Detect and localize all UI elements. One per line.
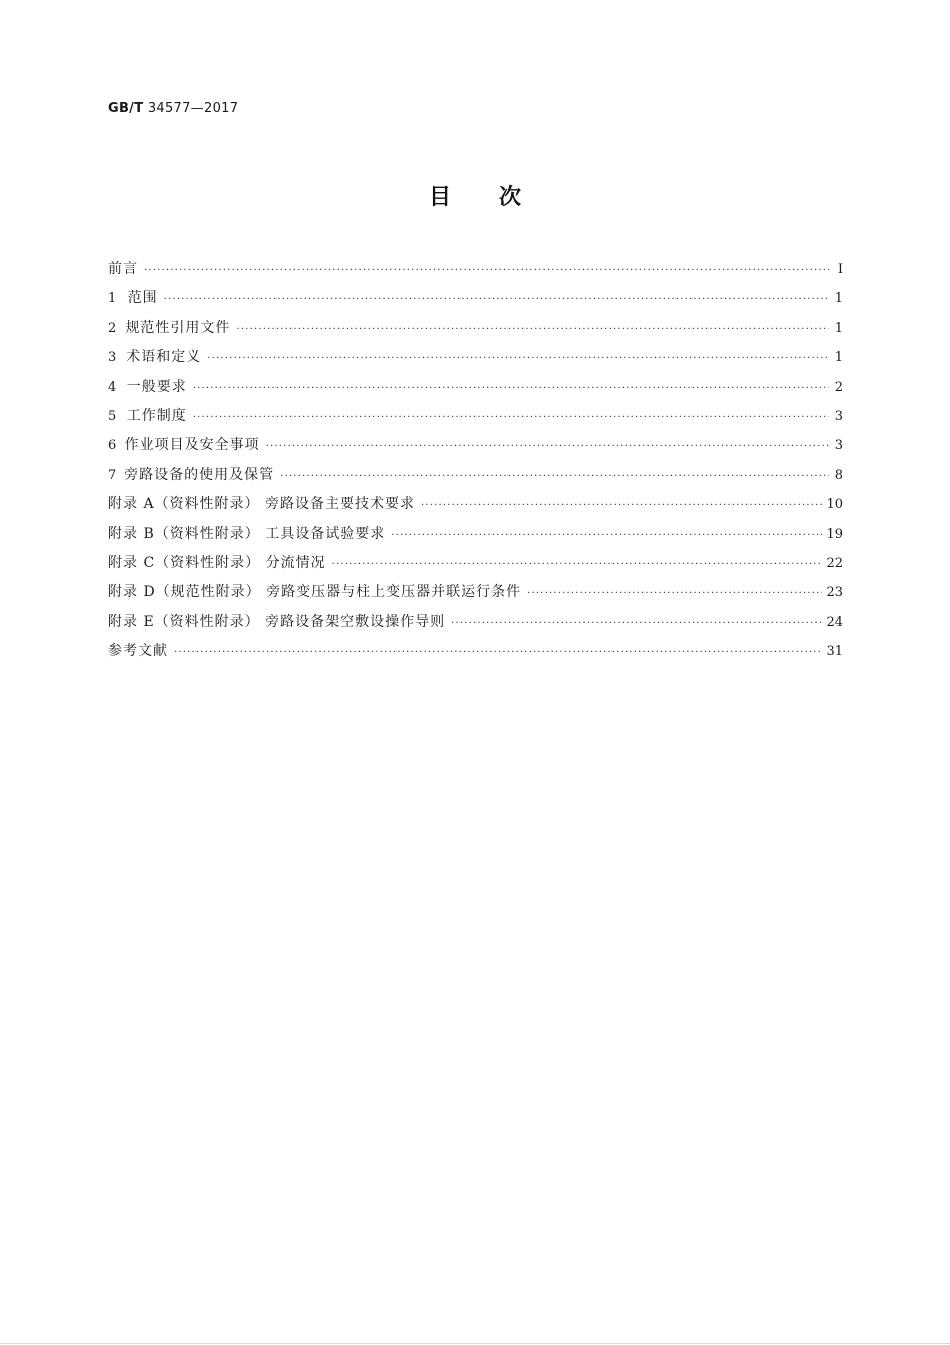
toc-entry-page: 3 [834,408,843,424]
toc-entry[interactable] [108,258,843,287]
toc-entry-number: 5 [108,408,117,424]
toc-entry-page: 1 [834,291,843,307]
toc-leader-dots [527,588,822,599]
toc-entry[interactable] [108,581,843,610]
toc-entry-page: 23 [826,585,843,601]
toc-entry-page: 24 [826,614,843,630]
toc-entry-number: 3 [108,350,117,366]
toc-leader-dots [236,324,829,335]
toc-leader-dots [332,559,823,570]
toc-entry-page: Ⅰ [837,262,843,277]
toc-entry[interactable] [108,346,843,375]
toc-entry-number: 1 [108,291,117,307]
toc-entry-label: 规范性引用文件 [125,319,231,336]
toc-entry-number: 2 [108,320,117,336]
toc-entry[interactable] [108,611,843,640]
toc-entry-number: 4 [108,379,117,395]
standard-prefix: GB/T [108,101,144,116]
toc-leader-dots [193,412,829,423]
toc-entry[interactable] [108,640,843,669]
toc-leader-dots [280,471,829,482]
toc-entry[interactable] [108,317,843,346]
toc-entry-page: 2 [834,379,843,395]
toc-entry-page: 1 [834,320,843,336]
toc-entry[interactable] [108,287,843,316]
toc-entry-page: 22 [826,555,843,571]
toc-entry-number: 7 [108,467,117,483]
toc-entry-label: 附录 A（资料性附录） 旁路设备主要技术要求 [108,496,416,513]
page-title: 目次 [428,185,569,210]
toc-entry-page: 3 [834,438,843,454]
toc-entry[interactable] [108,434,843,463]
toc-entry-label: 参考文献 [108,643,168,660]
toc-entry-label: 旁路设备的使用及保管 [124,466,275,483]
toc-entry[interactable] [108,493,843,522]
toc-entry[interactable] [108,552,843,581]
standard-number: 34577—2017 [147,101,239,116]
toc-entry-label: 前言 [108,261,138,277]
toc-entry-label: 附录 E（资料性附录） 旁路设备架空敷设操作导则 [108,613,446,630]
toc-entry-label: 范围 [127,290,158,307]
toc-leader-dots [266,441,829,452]
toc-leader-dots [144,265,829,276]
toc-leader-dots [421,500,822,511]
toc-entry-label: 附录 C（资料性附录） 分流情况 [108,554,326,571]
toc-entry-label: 术语和定义 [126,349,202,366]
toc-entry-page: 19 [826,526,843,542]
page-bottom-edge [0,1343,950,1344]
toc-entry-page: 31 [826,644,843,660]
table-of-contents [108,258,843,669]
toc-entry-label: 一般要求 [126,378,187,395]
standard-code [108,101,238,116]
toc-leader-dots [174,647,822,658]
toc-leader-dots [451,618,822,629]
toc-entry-page: 8 [834,467,843,483]
toc-entry-label: 附录 D（规范性附录） 旁路变压器与柱上变压器并联运行条件 [108,584,522,601]
toc-entry-number: 6 [108,438,117,454]
toc-leader-dots [391,530,822,541]
toc-entry-label: 作业项目及安全事项 [124,437,260,454]
toc-leader-dots [193,383,829,394]
toc-entry[interactable] [108,523,843,552]
toc-entry-page: 1 [834,350,843,366]
toc-entry-page: 10 [826,497,843,513]
toc-leader-dots [164,294,829,305]
toc-entry-label: 附录 B（资料性附录） 工具设备试验要求 [108,525,386,542]
toc-entry-label: 工作制度 [126,407,187,424]
toc-entry[interactable] [108,376,843,405]
toc-entry[interactable] [108,405,843,434]
toc-entry[interactable] [108,464,843,493]
toc-leader-dots [207,353,829,364]
